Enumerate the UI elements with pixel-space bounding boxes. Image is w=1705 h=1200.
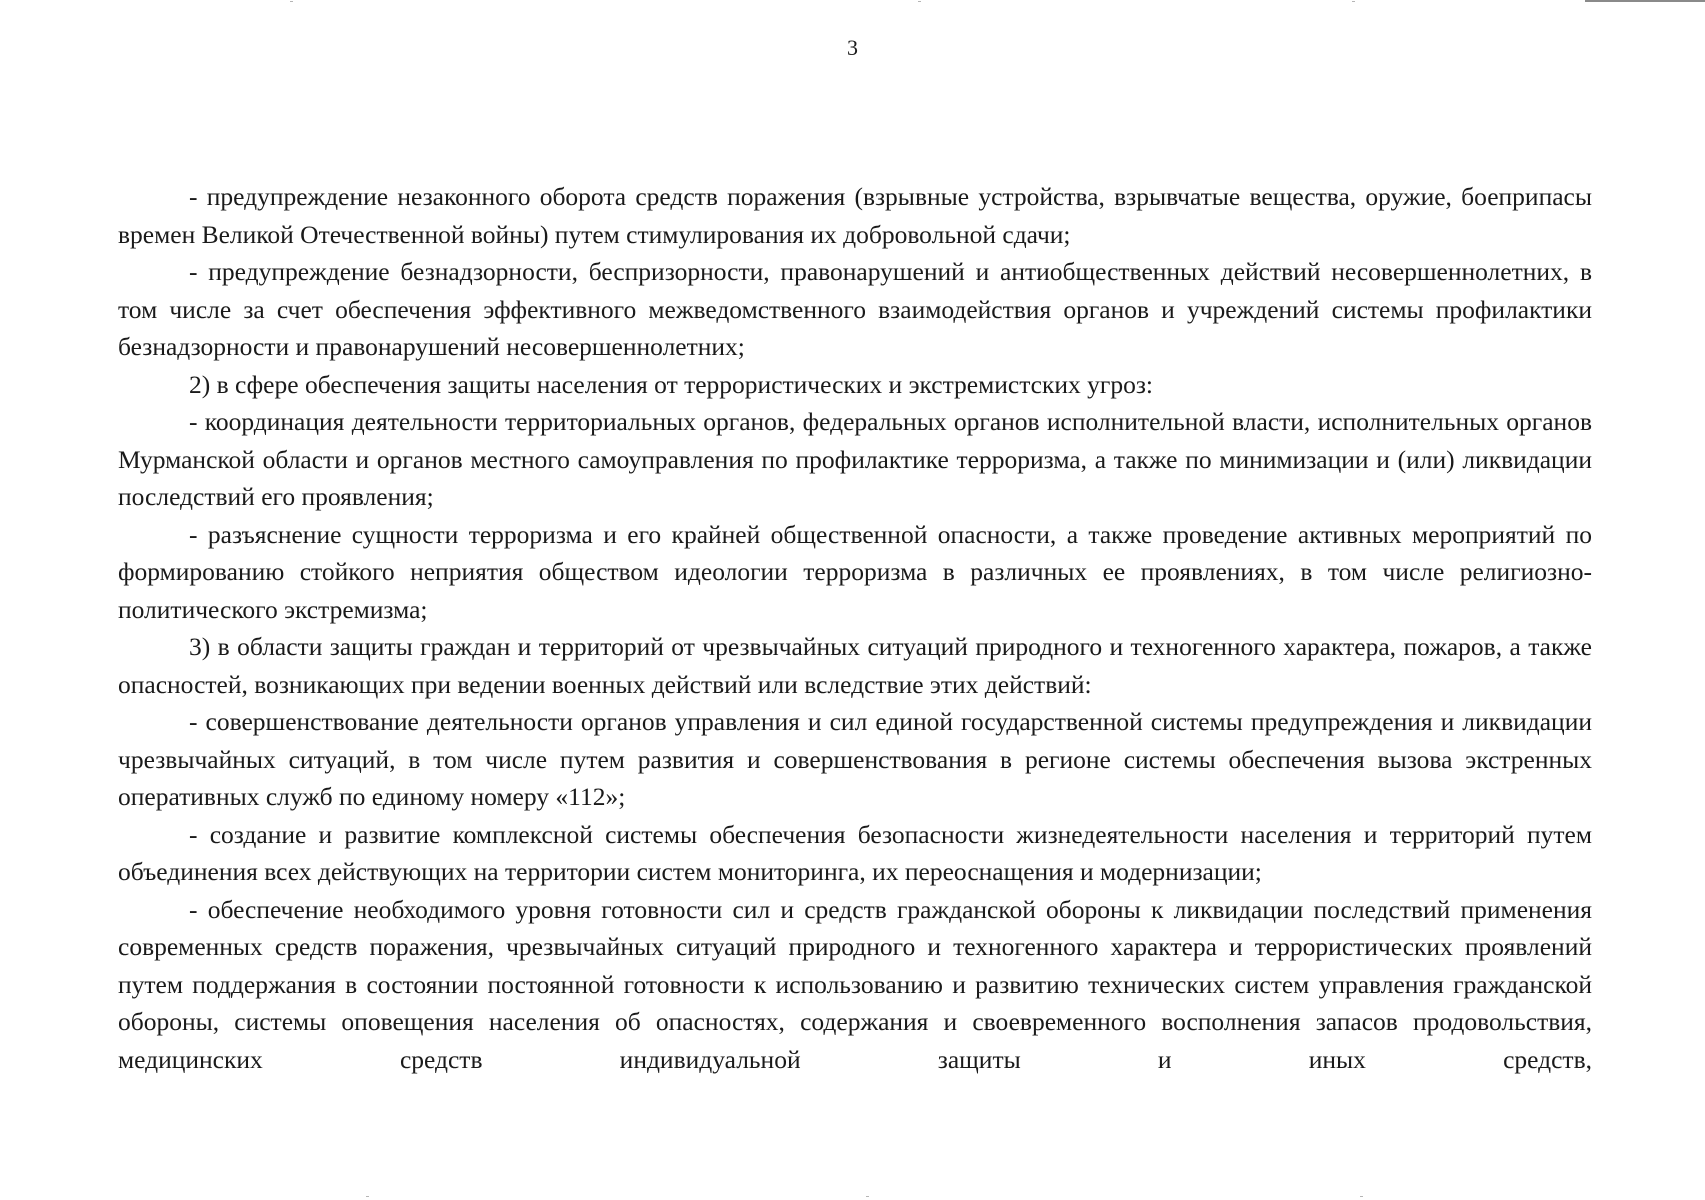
paragraph-section-2-heading: 2) в сфере обеспечения защиты населения от террористических и экстремистских угроз: (189, 369, 1154, 399)
document-body (118, 178, 1592, 1078)
paragraph-civil-defense: - обеспечение необходимого уровня готовности сил и средств гражданской обороны к ликвидации последствий применения современных средств поражения, чрезвычайных ситуаций природного и техногенного характера и террористических проявлений путем поддержания в состоянии постоянной готовности к использованию и развитию технических систем управления гражданской обороны, системы оповещения населения об опасностях, содержания и своевременного восполнения запасов продовольствия, медицинских средств индивидуальной защиты и иных средств, (118, 894, 1592, 1074)
scan-artifact (1360, 1196, 1363, 1197)
scan-artifact (290, 1, 293, 2)
paragraph-safety-monitoring: - создание и развитие комплексной системы обеспечения безопасности жизнедеятельности населения и территорий путем объединения всех действующих на территории систем мониторинга, их переоснащения и модернизации; (118, 819, 1592, 886)
paragraph-terrorism-explanation: - разъяснение сущности терроризма и его крайней общественной опасности, а также проведение активных мероприятий по формированию стойкого неприятия обществом идеологии терроризма в различных ее проявлениях, в том числе религиозно-политического экстремизма; (118, 519, 1592, 624)
paragraph-juvenile-prevention: - предупреждение безнадзорности, беспризорности, правонарушений и антиобщественных действий несовершеннолетних, в том числе за счет обеспечения эффективного межведомственного взаимодействия органов и учреждений системы профилактики безнадзорности и правонарушений несовершеннолетних; (118, 257, 1592, 361)
paragraph-section-3-heading: 3) в области защиты граждан и территорий от чрезвычайных ситуаций природного и техногенного характера, пожаров, а также опасностей, возникающих при ведении военных действий или вследствие этих действий: (118, 632, 1592, 699)
page-number: 3 (847, 35, 858, 60)
scan-edge-mark (1585, 0, 1705, 2)
scan-artifact (366, 1196, 369, 1197)
paragraph-emergency-system: - совершенствование деятельности органов управления и сил единой государственной системы предупреждения и ликвидации чрезвычайных ситуаций, в том числе путем развития и совершенствования в регионе системы обеспечения вызова экстренных оперативных служб по единому номеру «112»; (118, 707, 1592, 811)
paragraph-terrorism-coordination: - координация деятельности территориальных органов, федеральных органов исполнительной власти, исполнительных органов Мурманской области и органов местного самоуправления по профилактике терроризма, а также по минимизации и (или) ликвидации последствий его проявления; (118, 407, 1592, 511)
paragraph-illegal-weapons: - предупреждение незаконного оборота средств поражения (взрывные устройства, взрывчатые вещества, оружие, боеприпасы времен Великой Отечественной войны) путем стимулирования их добровольной сдачи; (118, 182, 1592, 249)
scan-artifact (918, 1, 921, 2)
scan-artifact (866, 1196, 869, 1197)
scan-artifact (1352, 1, 1355, 2)
